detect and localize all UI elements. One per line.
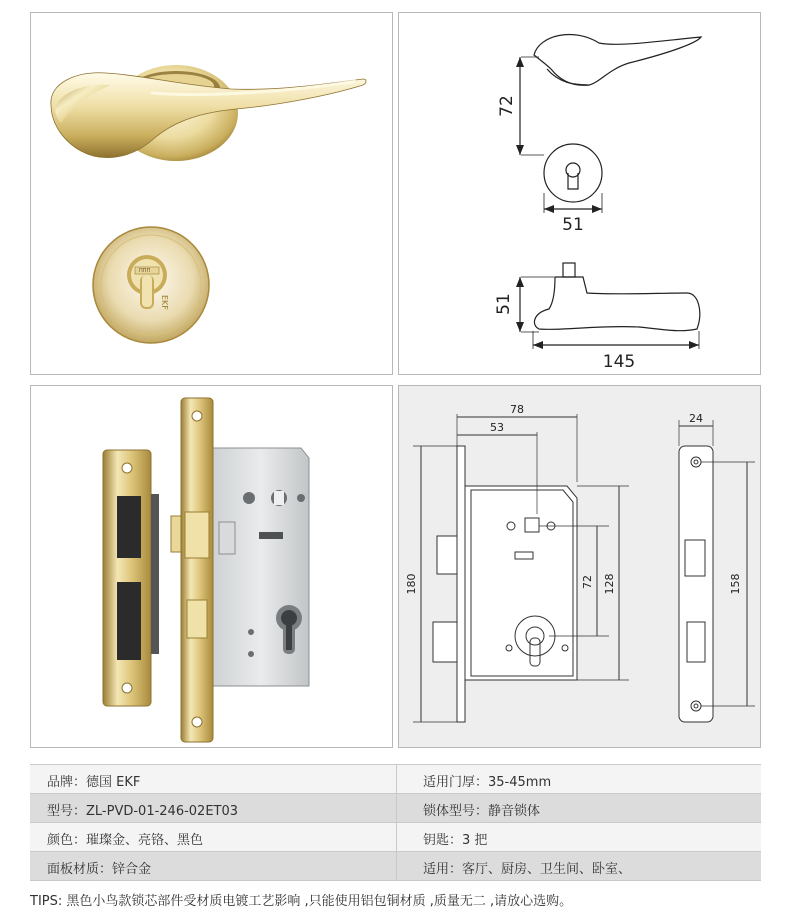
spec-door-thickness: 适用门厚：35-45mm bbox=[423, 775, 552, 790]
cylinder-rose bbox=[93, 227, 209, 343]
dim-height-label-body: 180 bbox=[405, 573, 418, 595]
cylinder-marks: ΠΠΠ bbox=[139, 268, 151, 274]
faceplate bbox=[181, 398, 213, 742]
rose-outline bbox=[544, 144, 602, 202]
dim-backset-total-label: 78 bbox=[510, 403, 524, 416]
spec-table bbox=[30, 764, 761, 877]
spec-brand: 品牌：德国 EKF bbox=[47, 775, 141, 790]
spec-lockbody-model: 锁体型号：静音锁体 bbox=[423, 804, 541, 819]
handle-drawing bbox=[399, 13, 761, 375]
dim-side-height-label: 51 bbox=[494, 293, 514, 315]
dim-rose-label: 51 bbox=[562, 215, 584, 235]
dim-plate-width-label: 24 bbox=[689, 412, 703, 425]
spec-row bbox=[30, 852, 761, 881]
lockbody-photo bbox=[31, 386, 393, 748]
spec-color: 颜色：璀璨金、亮铬、黑色 bbox=[47, 833, 204, 848]
cylinder-brand: EKF bbox=[160, 295, 169, 310]
dim-plate-height-label: 158 bbox=[729, 573, 742, 595]
dim-backset-label: 53 bbox=[490, 421, 504, 434]
spec-row bbox=[30, 823, 761, 852]
dim-height-label: 72 bbox=[497, 95, 517, 117]
lockbody-drawing bbox=[399, 386, 761, 748]
spec-row bbox=[30, 765, 761, 794]
spec-row bbox=[30, 794, 761, 823]
dim-cylinder-label: 72 bbox=[581, 575, 594, 589]
spec-suitable-rooms: 适用：客厅、厨房、卫生间、卧室、 bbox=[423, 862, 632, 877]
lockbody-drawing-panel bbox=[398, 385, 761, 748]
handle-drawing-panel bbox=[398, 12, 761, 375]
dim-length-label: 145 bbox=[602, 352, 636, 372]
lock-case bbox=[213, 448, 309, 686]
spec-model: 型号：ZL-PVD-01-246-02ET03 bbox=[47, 804, 239, 819]
tips-text: TIPS: 黑色小鸟款锁芯部件受材质电镀工艺影响 ,只能使用铝包铜材质 ,质量无二 ,请放心选购。 bbox=[30, 894, 573, 909]
spec-keys: 钥匙：3 把 bbox=[423, 833, 488, 848]
lever-side-outline bbox=[534, 277, 699, 331]
strike-plate bbox=[103, 450, 159, 706]
spec-panel-material: 面板材质：锌合金 bbox=[47, 862, 152, 877]
handle-photo-panel bbox=[30, 12, 393, 375]
dim-case-label: 128 bbox=[603, 573, 616, 595]
handle-photo bbox=[31, 13, 393, 375]
lever-top-outline bbox=[534, 34, 701, 85]
lockbody-photo-panel bbox=[30, 385, 393, 748]
